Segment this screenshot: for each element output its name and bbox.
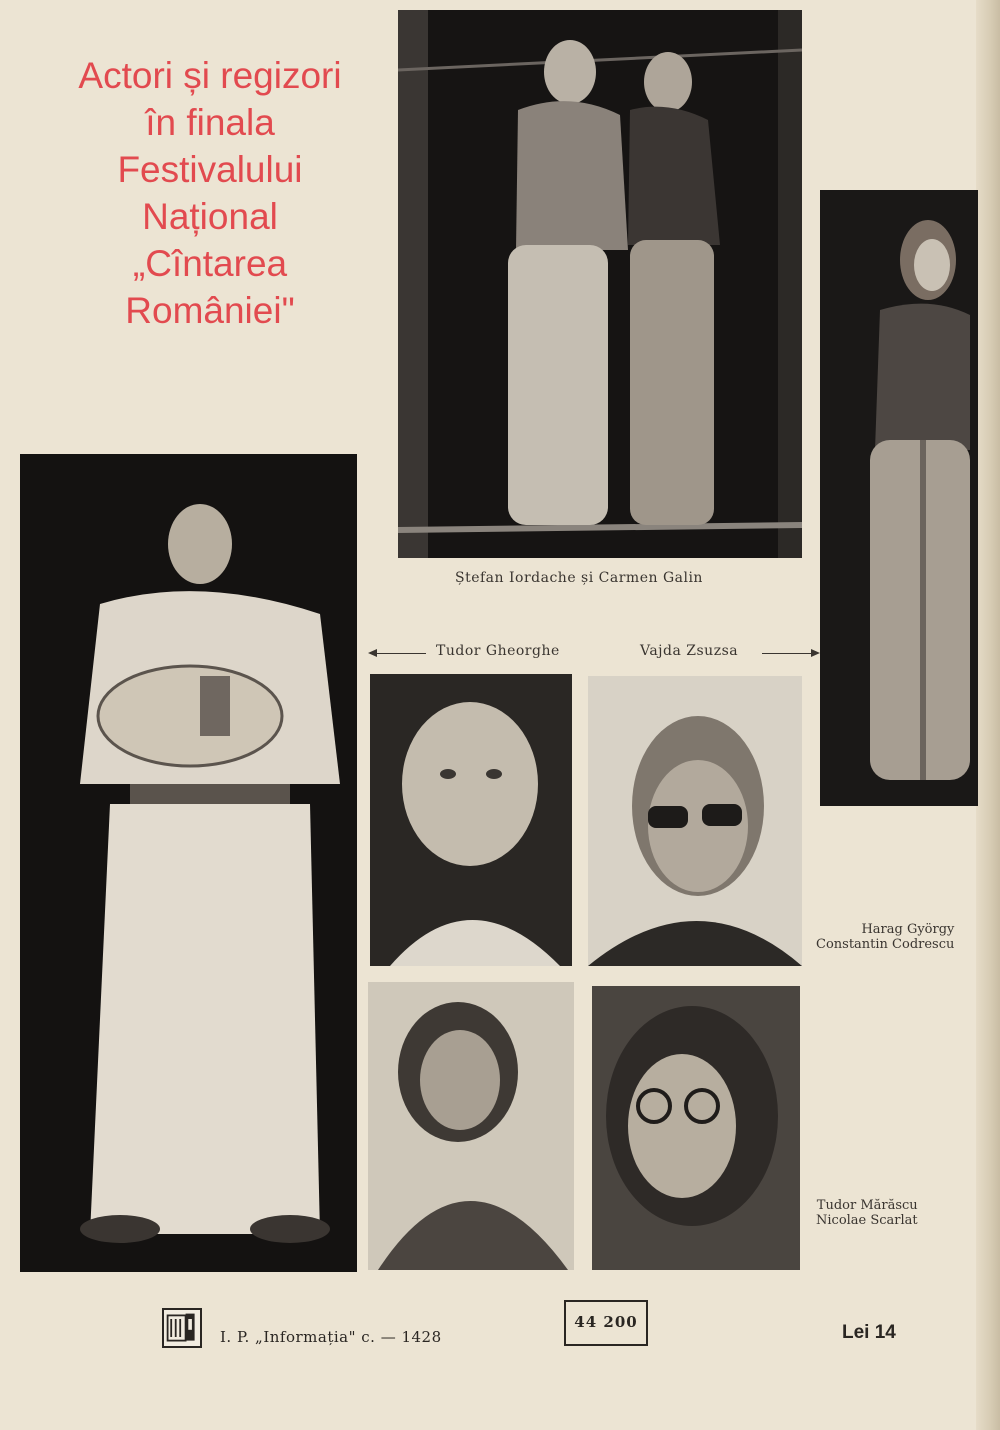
photo-tudor-marascu: [368, 982, 574, 1270]
page-title: [30, 52, 390, 334]
publisher-logo: [162, 1308, 202, 1348]
title-line-3: Festivalului: [117, 149, 303, 190]
page-edge: [976, 0, 1000, 1430]
photo-harag-gyorgy: [370, 674, 572, 966]
side-names-group-2: [816, 1198, 918, 1228]
title-line-4: Național: [142, 196, 278, 237]
caption-tudor-gheorghe: Tudor Gheorghe: [436, 643, 560, 659]
title-line-6: României": [125, 290, 295, 331]
side-names-group-1: [816, 922, 954, 952]
photo-nicolae-scarlat: [592, 986, 800, 1270]
name-tudor-marascu: Tudor Mărăscu: [816, 1198, 918, 1213]
name-harag-gyorgy: Harag György: [861, 922, 955, 937]
photo-tudor-gheorghe: [20, 454, 357, 1272]
title-line-1: Actori și regizori: [78, 55, 342, 96]
photo-stage-duo: [398, 10, 802, 558]
arrow-left: [370, 653, 426, 654]
arrow-right-head: [811, 649, 820, 657]
footer-price: Lei 14: [842, 1322, 896, 1343]
footer-imprint: I. P. „Informația" c. — 1428: [220, 1328, 442, 1346]
arrow-left-head: [368, 649, 377, 657]
name-nicolae-scarlat: Nicolae Scarlat: [816, 1213, 918, 1228]
arrow-right: [762, 653, 818, 654]
footer-code: 44 200: [564, 1300, 648, 1346]
name-constantin-codrescu: Constantin Codrescu: [816, 937, 955, 952]
caption-vajda-zsuzsa: Vajda Zsuzsa: [640, 643, 739, 659]
photo-vajda-zsuzsa: [820, 190, 978, 806]
title-line-5: „Cîntarea: [132, 243, 288, 284]
caption-stage-duo: Ștefan Iordache și Carmen Galin: [455, 570, 703, 586]
title-line-2: în finala: [145, 102, 275, 143]
photo-constantin-codrescu: [588, 676, 802, 966]
